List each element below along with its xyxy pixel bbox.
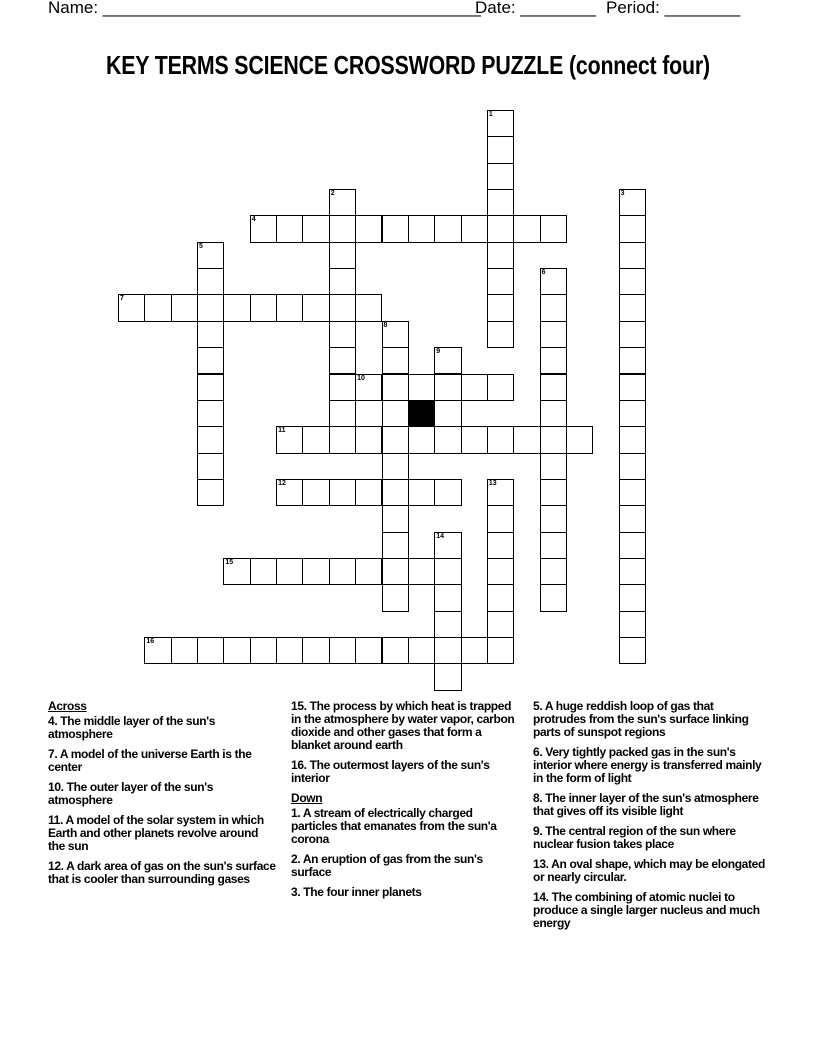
clue-item [533,858,769,884]
clue-item [533,700,769,739]
clue-item [291,700,519,752]
grid-cell[interactable] [513,215,540,242]
grid-cell[interactable] [355,294,382,321]
grid-cell[interactable] [487,584,514,611]
grid-cell[interactable] [461,374,488,401]
grid-cell[interactable] [434,426,461,453]
grid-cell[interactable] [329,189,356,216]
grid-cell[interactable] [434,374,461,401]
grid-cell[interactable] [302,479,329,506]
grid-cell[interactable] [250,637,277,664]
grid-cell[interactable] [619,374,646,401]
clue-number: 12 [278,479,286,487]
clue-item [533,891,769,930]
grid-cell[interactable] [223,558,250,585]
down-heading: Down [291,791,323,805]
grid-cell[interactable] [434,532,461,559]
clue-item-text: Very tightly packed gas in the sun's interior where energy is transferred mainly in the form of light [533,745,762,785]
grid-cell[interactable] [144,294,171,321]
grid-cell[interactable] [619,453,646,480]
grid-cell[interactable] [434,637,461,664]
grid-cell[interactable] [382,479,409,506]
grid-cell[interactable] [276,558,303,585]
grid-cell[interactable] [197,479,224,506]
grid-cell[interactable] [197,347,224,374]
grid-cell[interactable] [487,532,514,559]
grid-cell[interactable] [382,374,409,401]
grid-cell[interactable] [197,321,224,348]
grid-cell[interactable] [540,374,567,401]
grid-cell[interactable] [619,321,646,348]
clue-item [533,792,769,818]
grid-cell[interactable] [619,400,646,427]
clue-item [48,860,276,886]
clue-item-number: 8. [533,791,546,805]
grid-cell[interactable] [118,294,145,321]
grid-cell[interactable] [197,426,224,453]
grid-cell[interactable] [434,611,461,638]
clues-column-3 [533,700,769,937]
grid-cell[interactable] [487,374,514,401]
clue-number: 3 [620,190,625,198]
clue-item-number: 7. [48,747,60,761]
grid-cell[interactable] [329,347,356,374]
grid-cell[interactable] [461,215,488,242]
grid-cell[interactable] [540,321,567,348]
grid-cell[interactable] [540,558,567,585]
clue-item [291,853,519,879]
grid-cell[interactable] [566,426,593,453]
clue-item [291,886,519,899]
clue-item-text: The combining of atomic nuclei to produce a single larger nucleus and much energy [533,890,760,930]
clue-item-number: 13. [533,857,552,871]
clue-item-number: 11. [48,813,66,827]
grid-cell[interactable] [434,479,461,506]
grid-cell[interactable] [382,215,409,242]
grid-cell[interactable] [619,189,646,216]
clues-column-1 [48,700,276,893]
grid-cell[interactable] [434,584,461,611]
grid-cell[interactable] [461,637,488,664]
clue-item-number: 14. [533,890,552,904]
grid-cell[interactable] [408,374,435,401]
clue-number: 16 [146,638,155,645]
grid-cell[interactable] [408,558,435,585]
grid-cell[interactable] [487,505,514,532]
clue-number: 7 [120,295,124,303]
grid-cell[interactable] [223,294,250,321]
grid-cell[interactable] [487,268,514,295]
grid-cell[interactable] [540,400,567,427]
grid-cell[interactable] [619,294,646,321]
clue-item-text: An oval shape, which may be elongated or nearly circular. [533,857,765,884]
grid-cell[interactable] [487,558,514,585]
grid-cell[interactable] [250,294,277,321]
grid-cell[interactable] [540,584,567,611]
grid-cell[interactable] [540,294,567,321]
clue-item-number: 2. [291,852,303,866]
clue-item-text: The four inner planets [303,885,422,899]
grid-cell[interactable] [329,637,356,664]
grid-cell[interactable] [434,400,461,427]
grid-cell[interactable] [171,637,198,664]
grid-cell[interactable] [434,347,461,374]
grid-cell[interactable] [487,637,514,664]
puzzle-title: KEY TERMS SCIENCE CROSSWORD PUZZLE (connect four) [106,50,710,80]
clue-number: 15 [225,558,234,566]
grid-cell[interactable] [619,268,646,295]
clue-item-number: 1. [291,806,303,820]
grid-cell[interactable] [382,400,409,427]
clue-item-text: A model of the universe Earth is the center [48,747,252,774]
grid-cell[interactable] [329,558,356,585]
clue-item-number: 12. [48,859,67,873]
grid-cell[interactable] [276,479,303,506]
grid-cell[interactable] [276,426,303,453]
grid-cell[interactable] [276,637,303,664]
grid-cell[interactable] [329,321,356,348]
grid-cell[interactable] [540,426,567,453]
grid-cell[interactable] [329,215,356,242]
grid-cell[interactable] [197,268,224,295]
clue-number: 10 [357,374,365,382]
clue-number: 9 [436,348,441,356]
grid-cell[interactable] [329,294,356,321]
grid-cell[interactable] [540,347,567,374]
clue-item-number: 4. [48,714,61,728]
grid-cell[interactable] [619,584,646,611]
grid-cell[interactable] [487,611,514,638]
grid-cell[interactable] [408,637,435,664]
clue-item-text: A dark area of gas on the sun's surface that is cooler than surrounding gases [48,859,276,886]
clue-item-text: The outer layer of the sun's atmosphere [48,780,214,807]
grid-cell[interactable] [619,215,646,242]
clue-item [291,759,519,785]
grid-cell[interactable] [223,637,250,664]
clue-number: 2 [330,190,335,198]
grid-cell[interactable] [302,558,329,585]
grid-cell[interactable] [619,347,646,374]
grid-cell[interactable] [540,479,567,506]
grid-cell[interactable] [487,163,514,190]
grid-cell[interactable] [382,584,409,611]
grid-cell[interactable] [540,532,567,559]
grid-cell[interactable] [540,268,567,295]
grid-cell[interactable] [329,426,356,453]
grid-cell[interactable] [487,479,514,506]
grid-cell[interactable] [513,426,540,453]
grid-cell[interactable] [329,400,356,427]
clue-item-text: The inner layer of the sun's atmosphere that gives off its visible light [533,791,759,818]
grid-cell[interactable] [434,663,461,690]
across-heading: Across [48,699,87,713]
grid-cell[interactable] [197,637,224,664]
grid-cell[interactable] [619,242,646,269]
grid-cell[interactable] [197,453,224,480]
clue-number: 14 [436,532,444,540]
grid-cell[interactable] [540,453,567,480]
grid-cell[interactable] [619,532,646,559]
grid-cell[interactable] [434,558,461,585]
grid-cell[interactable] [382,558,409,585]
grid-cell[interactable] [487,294,514,321]
clue-item-text: The middle layer of the sun's atmosphere [48,714,216,741]
clue-item-text: A stream of electrically charged particles that emanates from the sun'a corona [291,806,497,846]
clue-item-text: The central region of the sun where nuclear fusion takes place [533,824,736,851]
grid-cell[interactable] [329,479,356,506]
grid-cell[interactable] [619,479,646,506]
clues-column-2 [291,700,519,906]
grid-cell[interactable] [408,426,435,453]
clue-item-number: 15. [291,699,310,713]
clue-item [48,748,276,774]
clue-number: 4 [251,216,256,224]
grid-cell[interactable] [382,426,409,453]
grid-cell[interactable] [276,294,303,321]
grid-cell[interactable] [197,374,224,401]
clue-item-text: A model of the solar system in which Earth and other planets revolve around the sun [48,813,264,853]
grid-cell[interactable] [329,242,356,269]
clue-number: 11 [278,427,286,435]
grid-cell[interactable] [171,294,198,321]
grid-cell[interactable] [487,426,514,453]
grid-cell[interactable] [487,242,514,269]
clue-item [533,825,769,851]
clue-number: 8 [383,321,388,329]
grid-cell[interactable] [382,637,409,664]
clue-item-number: 6. [533,745,546,759]
grid-cell[interactable] [382,347,409,374]
date-field[interactable]: Date: ________ [475,0,596,17]
grid-cell[interactable] [302,426,329,453]
grid-cell[interactable] [619,426,646,453]
clue-item [533,746,769,785]
grid-cell[interactable] [355,215,382,242]
clue-item-number: 16. [291,758,310,772]
grid-cell[interactable] [619,558,646,585]
grid-cell[interactable] [619,637,646,664]
grid-cell[interactable] [355,426,382,453]
clue-item-text: An eruption of gas from the sun's surface [291,852,483,879]
clue-item-number: 5. [533,699,545,713]
clue-item [48,814,276,853]
grid-cell[interactable] [619,611,646,638]
grid-cell[interactable] [302,215,329,242]
grid-cell[interactable] [540,505,567,532]
clue-item-text: The outermost layers of the sun's interior [291,758,490,785]
grid-cell[interactable] [487,189,514,216]
grid-cell[interactable] [250,215,277,242]
grid-cell[interactable] [382,532,409,559]
grid-cell[interactable] [382,321,409,348]
grid-cell[interactable] [355,637,382,664]
grid-cell[interactable] [355,558,382,585]
clue-item-text: A huge reddish loop of gas that protrudes from the sun's surface linking parts of sunspot regions [533,699,749,739]
clue-item [48,781,276,807]
grid-cell[interactable] [487,110,514,137]
grid-cell[interactable] [302,637,329,664]
grid-cell[interactable] [197,400,224,427]
grid-cell[interactable] [329,374,356,401]
clue-number: 5 [199,242,203,250]
clue-item-number: 10. [48,780,67,794]
grid-cell[interactable] [434,215,461,242]
grid-cell[interactable] [197,242,224,269]
clue-item [291,807,519,846]
grid-cell[interactable] [329,268,356,295]
grid-cell[interactable] [144,637,171,664]
clue-number: 13 [488,479,497,487]
grid-cell[interactable] [487,321,514,348]
clue-item-text: The process by which heat is trapped in the atmosphere by water vapor, carbon dioxide and other gases that form a blanket around earth [291,699,515,752]
grid-cell[interactable] [619,505,646,532]
period-field[interactable]: Period: ________ [606,0,741,17]
grid-cell[interactable] [461,426,488,453]
grid-cell[interactable] [382,453,409,480]
grid-cell[interactable] [408,479,435,506]
grid-cell[interactable] [355,374,382,401]
grid-cell[interactable] [487,136,514,163]
clue-number: 6 [541,269,546,277]
grid-cell[interactable] [408,215,435,242]
clue-item-number: 3. [291,885,304,899]
grid-cell[interactable] [487,215,514,242]
grid-cell[interactable] [197,294,224,321]
clue-number: 1 [488,111,493,118]
name-field[interactable]: Name: ________________________________________ [48,0,481,17]
black-square [408,400,435,427]
clue-item [48,715,276,741]
grid-cell[interactable] [382,505,409,532]
grid-cell[interactable] [276,215,303,242]
clue-item-number: 9. [533,824,546,838]
grid-cell[interactable] [302,294,329,321]
grid-cell[interactable] [355,479,382,506]
grid-cell[interactable] [250,558,277,585]
grid-cell[interactable] [540,215,567,242]
